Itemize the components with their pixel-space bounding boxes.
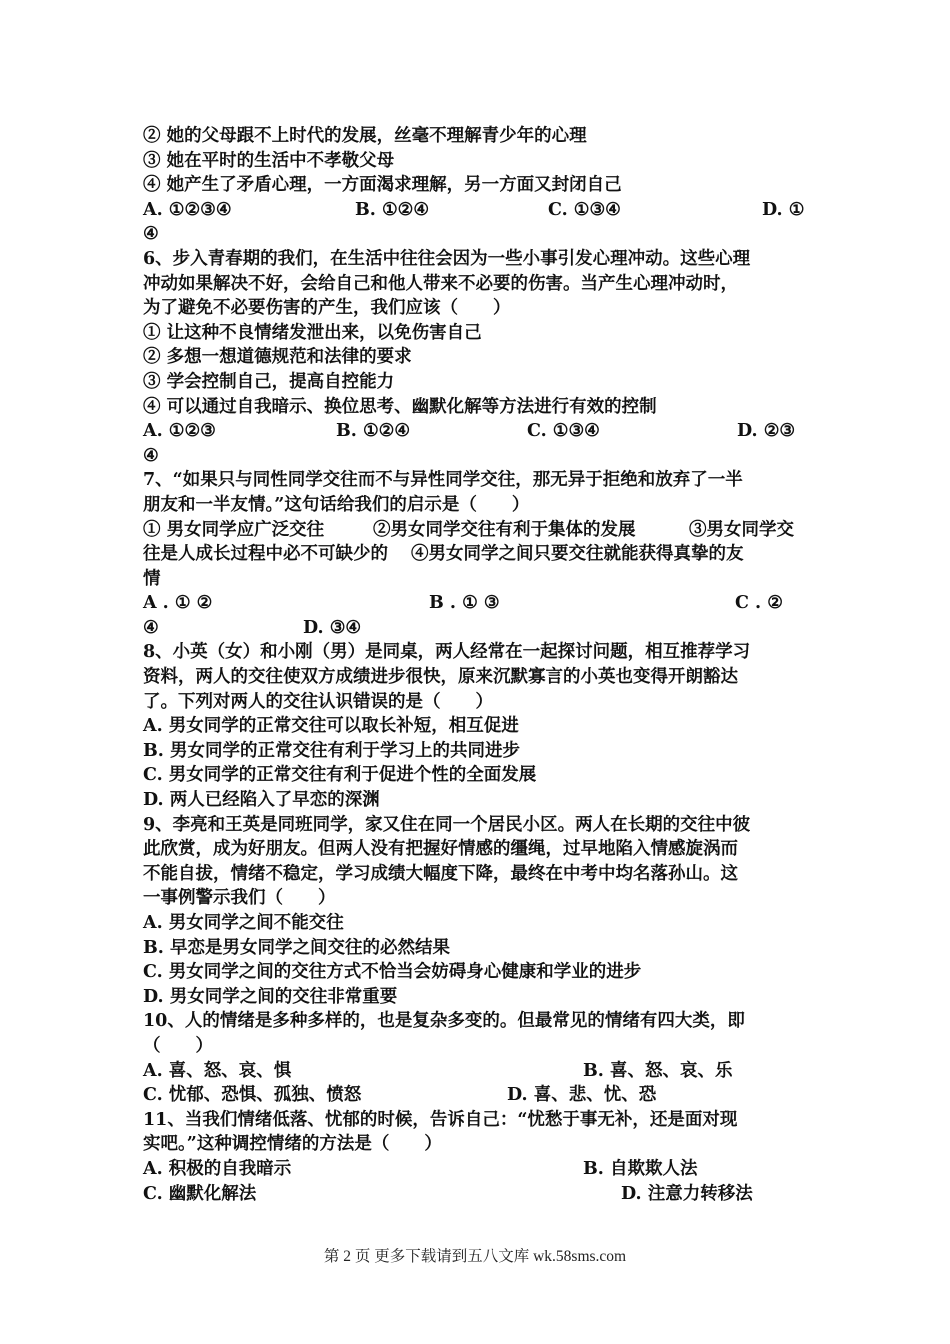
q9-choice-a: A. 男女同学之间不能交往: [143, 913, 344, 933]
q6-option-4: ④ 可以通过自我暗示、换位思考、幽默化解等方法进行有效的控制: [143, 396, 657, 417]
page-footer: 第 2 页 更多下载请到五八文库 wk.58sms.com: [323, 1248, 627, 1265]
q7-choice-c: C . ②: [735, 593, 783, 614]
q5-option-4: ④ 她产生了矛盾心理，一方面渴求理解，另一方面又封闭自己: [143, 175, 622, 196]
q10-choice-d: D. 喜、悲、忧、恐: [507, 1085, 657, 1106]
q6-choice-b: B. ①②④: [336, 421, 411, 442]
q11-choices-row-1: [143, 1157, 808, 1182]
q7-stem: 7、“如果只与同性同学交往而不与异性同学交往，那无异于拒绝和放弃了一半: [143, 470, 743, 491]
q7-options-line-1: [143, 518, 808, 543]
q7-choices-cont: [143, 616, 808, 641]
q11-choice-c: C. 幽默化解法: [143, 1183, 257, 1204]
q11-choice-d: D. 注意力转移法: [621, 1183, 753, 1204]
q6-option-2: ② 多想一想道德规范和法律的要求: [143, 347, 412, 368]
q7-stem: 朋友和一半友情。”这句话给我们的启示是（ ）: [143, 494, 530, 515]
q11-stem: 实吧。”这种调控情绪的方法是（ ）: [143, 1134, 442, 1155]
q8-stem: 8、小英（女）和小刚（男）是同桌，两人经常在一起探讨问题，相互推荐学习: [143, 642, 751, 663]
q8-choice-d: D. 两人已经陷入了早恋的深渊: [143, 790, 380, 811]
q9-stem: 一事例警示我们（ ）: [143, 888, 336, 909]
q10-choice-b: B. 喜、怒、哀、乐: [583, 1060, 733, 1081]
q9-choice-c: C. 男女同学之间的交往方式不恰当会妨碍身心健康和学业的进步: [143, 962, 642, 983]
q9-stem: 9、李亮和王英是同班同学，家又住在同一个居民小区。两人在长期的交往中彼: [143, 814, 751, 835]
q10-choices-row-2: [143, 1083, 808, 1108]
q10-choices-row-1: [143, 1059, 808, 1084]
q10-choice-a: A. 喜、怒、哀、惧: [143, 1060, 292, 1081]
q9-choice-d: D. 男女同学之间的交往非常重要: [143, 986, 398, 1007]
q11-choices-row-2: [143, 1182, 808, 1207]
q7-option-2: ②男女同学交往有利于集体的发展: [373, 519, 636, 540]
q6-option-1: ① 让这种不良情绪发泄出来，以免伤害自己: [143, 322, 482, 343]
q11-choice-b: B. 自欺欺人法: [583, 1158, 698, 1179]
q6-choice-a: A. ①②③: [143, 421, 216, 442]
q7-option-4: ④男女同学之间只要交往就能获得真挚的友: [411, 544, 744, 565]
q6-choice-d: D. ②③: [737, 421, 796, 442]
q7-choice-a: A . ① ②: [143, 593, 213, 614]
question-content: [143, 124, 808, 1206]
q6-stem: 6、步入青春期的我们，在生活中往往会因为一些小事引发心理冲动。这些心理: [143, 248, 751, 269]
q6-option-3: ③ 学会控制自己，提高自控能力: [143, 371, 395, 392]
q7-choices: [143, 591, 808, 616]
q7-option-1: ① 男女同学应广泛交往: [143, 519, 325, 540]
q6-stem: 冲动如果解决不好，会给自己和他人带来不必要的伤害。当产生心理冲动时，: [143, 273, 738, 294]
q5-choice-c: C. ①③④: [548, 199, 621, 220]
q8-stem: 资料，两人的交往使双方成绩进步很快，原来沉默寡言的小英也变得开朗豁达: [143, 667, 738, 688]
q9-choice-b: B. 早恋是男女同学之间交往的必然结果: [143, 937, 450, 958]
q7-choice-c-cont: ④: [143, 617, 159, 638]
q7-choice-b: B . ① ③: [429, 593, 500, 614]
q8-choice-a: A. 男女同学的正常交往可以取长补短，相互促进: [143, 716, 519, 737]
q7-choice-d: D. ③④: [303, 617, 362, 638]
q9-stem: 此欣赏，成为好朋友。但两人没有把握好情感的缰绳，过早地陷入情感旋涡而: [143, 839, 738, 860]
q9-stem: 不能自拔，情绪不稳定，学习成绩大幅度下降，最终在中考中均名落孙山。这: [143, 863, 738, 884]
q5-choice-b: B. ①②④: [355, 199, 430, 220]
q6-choice-c: C. ①③④: [527, 421, 600, 442]
q8-choice-b: B. 男女同学的正常交往有利于学习上的共同进步: [143, 740, 520, 761]
q5-option-3: ③ 她在平时的生活中不孝敬父母: [143, 150, 395, 171]
q6-choices: [143, 419, 808, 444]
q7-option-3: ③男女同学交: [689, 519, 794, 540]
q5-choice-a: A. ①②③④: [143, 199, 232, 220]
q6-choice-d-cont: ④: [143, 445, 159, 466]
q5-choices: [143, 198, 808, 223]
q6-stem: 为了避免不必要伤害的产生，我们应该（ ）: [143, 298, 511, 319]
q11-stem: 11、当我们情绪低落、忧郁的时候，告诉自己：“忧愁于事无补，还是面对现: [143, 1109, 738, 1130]
q7-option-4-cont: 情: [143, 568, 161, 589]
q10-stem: 10、人的情绪是多种多样的，也是复杂多变的。但最常见的情绪有四大类，即: [143, 1011, 745, 1032]
q5-option-2: ② 她的父母跟不上时代的发展，丝毫不理解青少年的心理: [143, 126, 587, 146]
q8-choice-c: C. 男女同学的正常交往有利于促进个性的全面发展: [143, 765, 537, 786]
q10-stem: （ ）: [143, 1035, 213, 1056]
q5-choice-d-cont: ④: [143, 224, 159, 245]
q7-options-line-2: [143, 542, 808, 567]
q11-choice-a: A. 积极的自我暗示: [143, 1158, 292, 1179]
q5-choice-d: D. ①: [762, 199, 805, 220]
q10-choice-c: C. 忧郁、恐惧、孤独、愤怒: [143, 1085, 362, 1106]
q7-option-3-cont: 往是人成长过程中必不可缺少的: [143, 544, 388, 565]
q8-stem: 了。下列对两人的交往认识错误的是（ ）: [143, 691, 493, 712]
